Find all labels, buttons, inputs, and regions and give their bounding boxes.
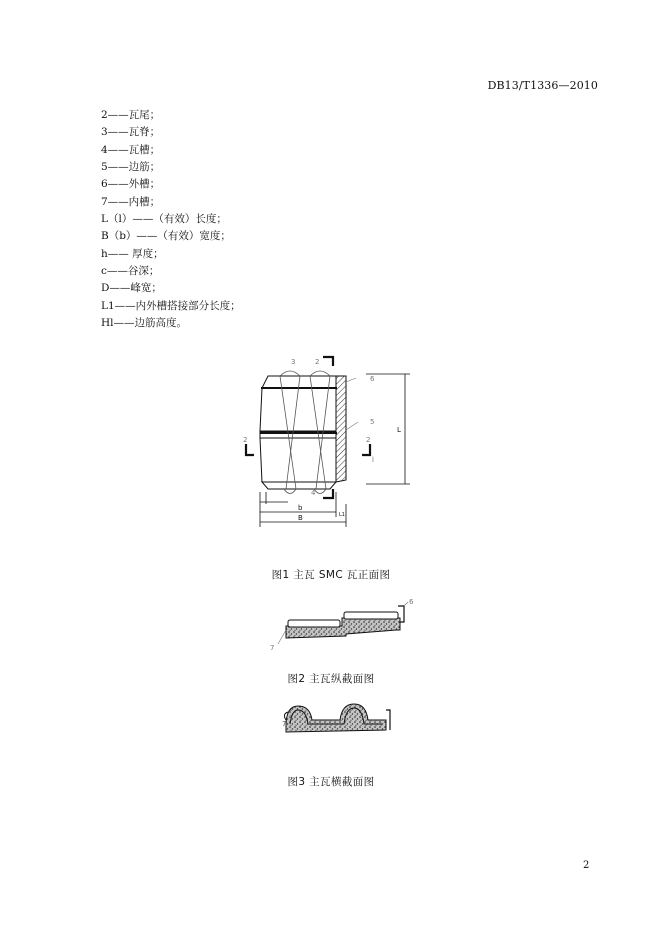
page-number: 2 [583,860,590,871]
document-code: DB13/T1336—2010 [487,79,598,92]
label-B: B [298,514,303,522]
legend-item: B（b）——（有效）宽度； [101,230,231,243]
figure-3-transverse-section [274,696,396,740]
legend-item: 7——内槽； [101,195,161,208]
legend-item: 2——瓦尾； [101,109,161,121]
label-3: 3 [291,358,296,366]
figure-2-longitudinal-section [258,596,418,654]
label-6: 6 [409,598,414,606]
legend-item: h—— 厚度； [101,247,164,260]
legend-item: L1——内外槽搭接部分长度； [101,299,241,312]
dimension-L [366,374,410,484]
label-L1: L1 [339,512,345,518]
label-2: 2 [315,358,320,366]
legend-item: 4——瓦槽； [101,143,161,156]
label-section-right: 2 [366,436,371,444]
tile-outline [260,376,337,489]
legend-item: L（l）——（有效）长度； [101,213,227,226]
figure-1-caption: 图1 主瓦 SMC 瓦正面图 [271,569,391,581]
legend-item: 3——瓦脊； [101,126,161,139]
legend-item: c——谷深； [101,265,160,278]
label-b: b [298,504,303,512]
label-5: 5 [370,418,375,426]
legend-item: D——峰宽； [101,282,162,295]
side-rib [336,376,346,482]
label-7: 7 [270,644,275,652]
label-L: L [397,426,401,434]
label-4: 4 [311,489,316,497]
section-wave [286,704,386,732]
figure-1-front-view [238,352,418,530]
legend-item: Hl——边筋高度。 [101,317,188,330]
leader-lines [346,378,358,430]
figure-3-caption: 图3 主瓦横截面图 [287,776,375,788]
label-7: 7 [282,720,287,728]
legend-list [101,107,241,332]
figure-2-caption: 图2 主瓦纵截面图 [287,673,375,685]
label-l: l [372,456,374,464]
legend-item: 6——外槽； [101,178,161,191]
label-6: 6 [370,375,375,383]
legend-item: 5——边筋； [101,161,161,174]
label-section-left: 2 [243,436,248,444]
